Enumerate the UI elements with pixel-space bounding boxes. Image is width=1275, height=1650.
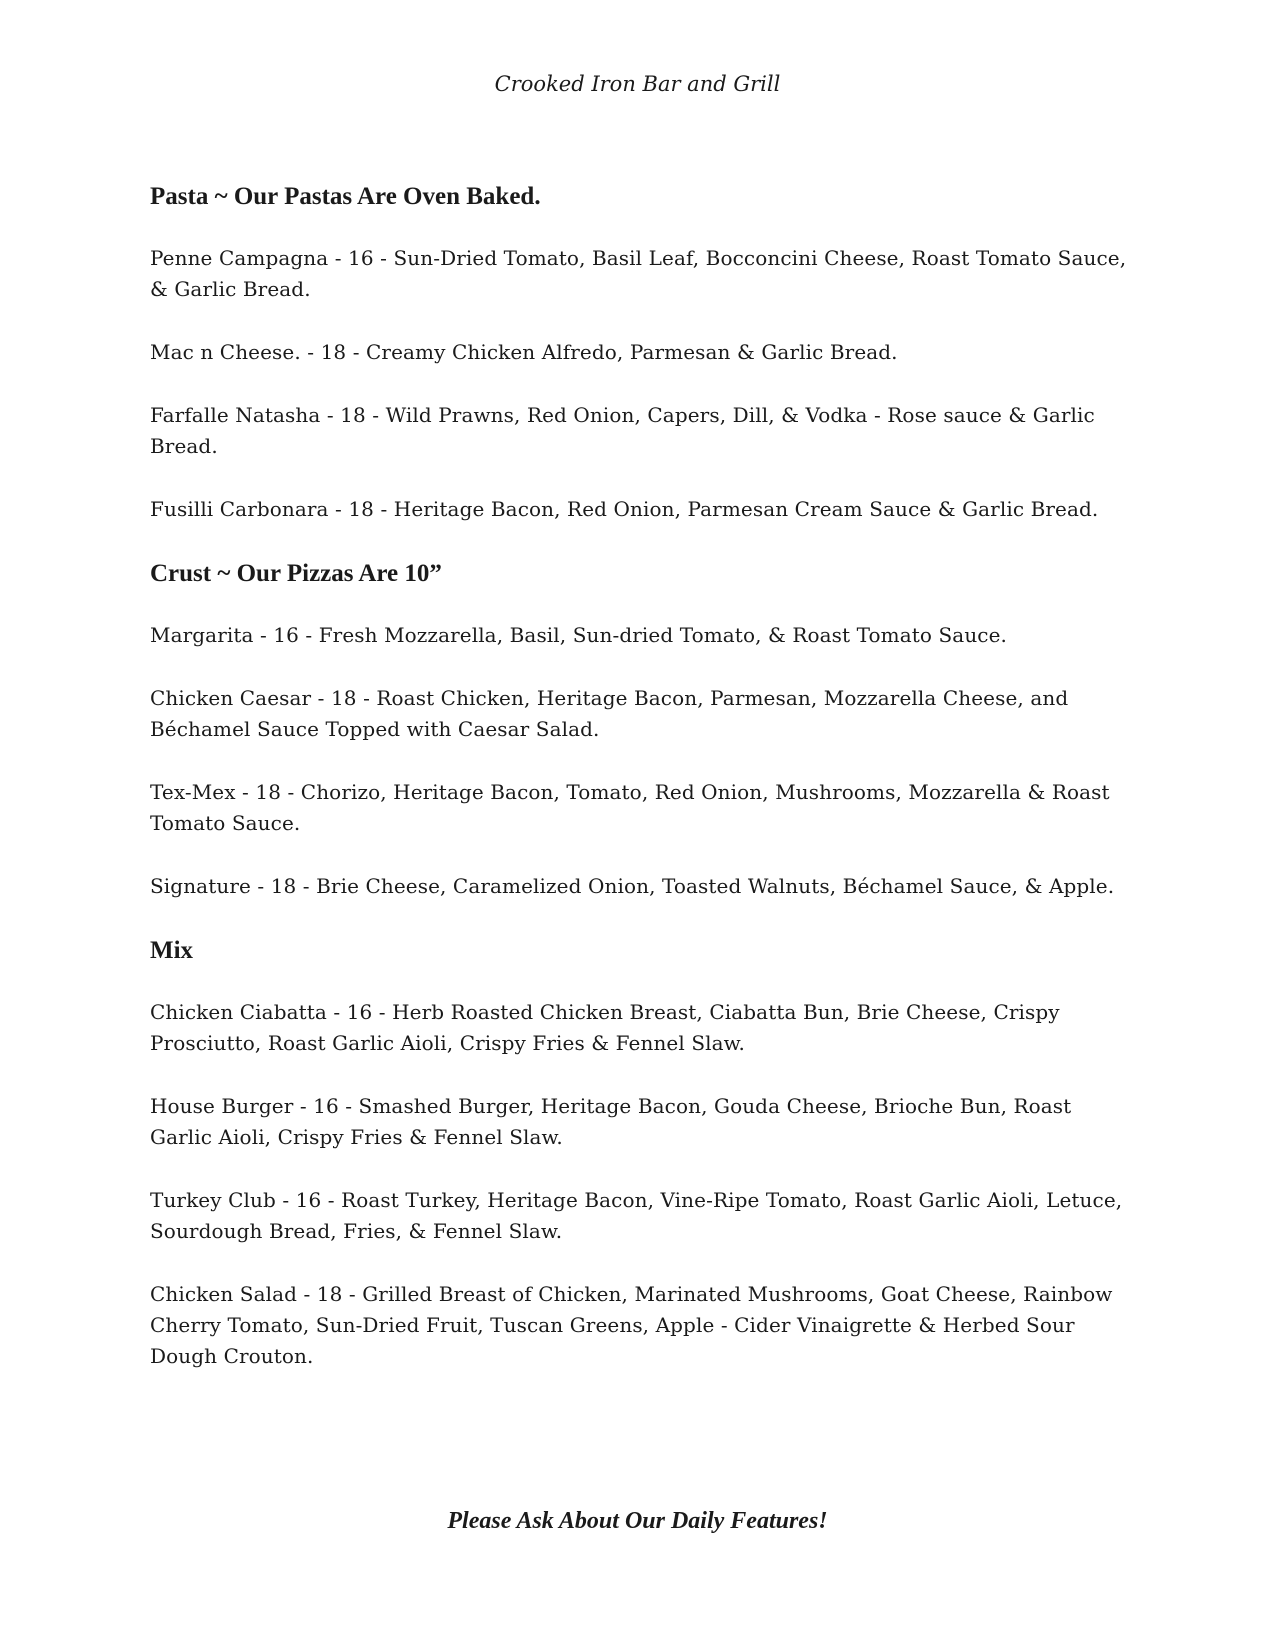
menu-item: Chicken Ciabatta - 16 - Herb Roasted Chicken Breast, Ciabatta Bun, Brie Cheese, Crispy Prosciutto, Roast Garlic Aioli, Crispy Fries & Fennel Slaw.	[150, 1000, 1060, 1055]
menu-item: Turkey Club - 16 - Roast Turkey, Heritage Bacon, Vine-Ripe Tomato, Roast Garlic Aioli, Letuce, Sourdough Bread, Fries, & Fennel Slaw.	[150, 1188, 1123, 1243]
menu-item: Fusilli Carbonara - 18 - Heritage Bacon, Red Onion, Parmesan Cream Sauce & Garlic Bread.	[150, 497, 1099, 521]
menu-item: Mac n Cheese. - 18 - Creamy Chicken Alfredo, Parmesan & Garlic Bread.	[150, 340, 898, 364]
section-mix	[150, 934, 1130, 1372]
menu-item: Tex-Mex - 18 - Chorizo, Heritage Bacon, Tomato, Red Onion, Mushrooms, Mozzarella & Roast Tomato Sauce.	[150, 780, 1110, 835]
menu-item: Margarita - 16 - Fresh Mozzarella, Basil, Sun-dried Tomato, & Roast Tomato Sauce.	[150, 623, 1007, 647]
section-title: Crust ~ Our Pizzas Are 10”	[150, 560, 442, 587]
section-crust	[150, 557, 1130, 902]
section-pasta	[150, 180, 1130, 525]
section-title: Pasta ~ Our Pastas Are Oven Baked.	[150, 183, 541, 210]
menu-item: Chicken Salad - 18 - Grilled Breast of Chicken, Marinated Mushrooms, Goat Cheese, Rainbow Cherry Tomato, Sun-Dried Fruit, Tuscan Greens, Apple - Cider Vinaigrette & Herbed Sour Dough Crouton.	[150, 1282, 1113, 1368]
menu-item: Signature - 18 - Brie Cheese, Caramelized Onion, Toasted Walnuts, Béchamel Sauce, & Apple.	[150, 874, 1115, 898]
menu-content	[150, 180, 1130, 1404]
restaurant-name: Crooked Iron Bar and Grill	[494, 72, 781, 96]
daily-features-note: Please Ask About Our Daily Features!	[447, 1508, 828, 1534]
section-title: Mix	[150, 937, 194, 964]
menu-item: Penne Campagna - 16 - Sun-Dried Tomato, Basil Leaf, Bocconcini Cheese, Roast Tomato Sauce, & Garlic Bread.	[150, 246, 1127, 301]
menu-item: Chicken Caesar - 18 - Roast Chicken, Heritage Bacon, Parmesan, Mozzarella Cheese, and Béchamel Sauce Topped with Caesar Salad.	[150, 686, 1069, 741]
menu-item: House Burger - 16 - Smashed Burger, Heritage Bacon, Gouda Cheese, Brioche Bun, Roast Garlic Aioli, Crispy Fries & Fennel Slaw.	[150, 1094, 1072, 1149]
menu-item: Farfalle Natasha - 18 - Wild Prawns, Red Onion, Capers, Dill, & Vodka - Rose sauce & Garlic Bread.	[150, 403, 1095, 458]
